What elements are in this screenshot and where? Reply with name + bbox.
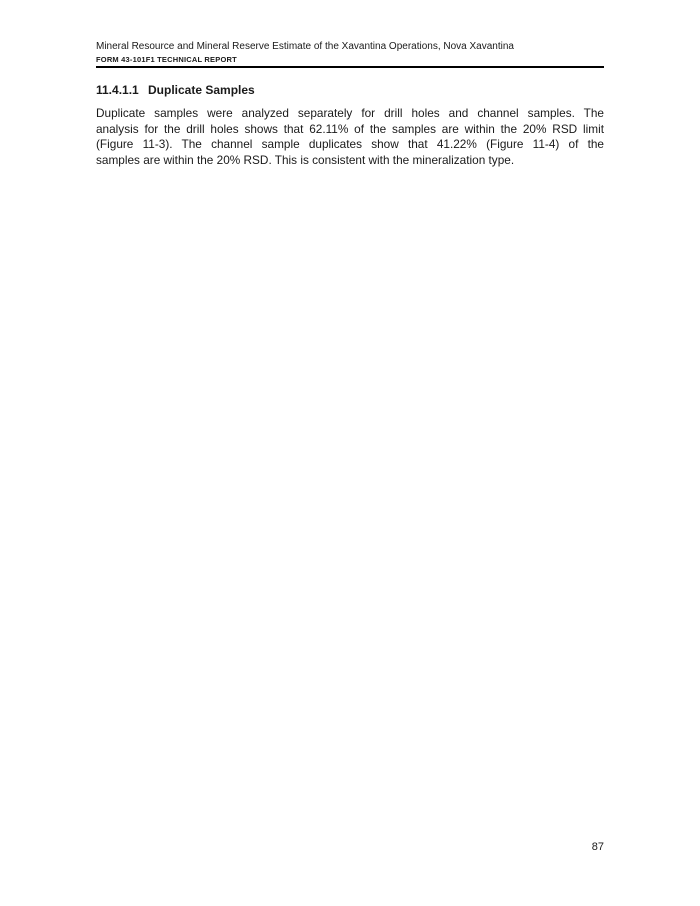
report-header-title: Mineral Resource and Mineral Reserve Estimate of the Xavantina Operations, Nova Xavantina xyxy=(96,41,514,52)
section-heading xyxy=(96,83,604,97)
header-divider xyxy=(96,66,604,68)
page-number: 87 xyxy=(591,841,604,853)
body-paragraph xyxy=(96,106,604,168)
report-header-form-line: FORM 43-101F1 TECHNICAL REPORT xyxy=(96,55,237,64)
section-number: 11.4.1.1 xyxy=(96,83,139,97)
paragraph-line: Duplicate samples were analyzed separately for drill holes and channel samples. The xyxy=(96,106,604,120)
paragraph-line: analysis for the drill holes shows that 62.11% of the samples are within the 20% RSD limit xyxy=(96,121,604,136)
paragraph-line: samples are within the 20% RSD. This is consistent with the mineralization type. xyxy=(96,152,515,167)
page-content xyxy=(96,0,604,168)
paragraph-line: (Figure 11-3). The channel sample duplicates show that 41.22% (Figure 11-4) of the xyxy=(96,137,604,151)
section-title: Duplicate Samples xyxy=(148,83,255,97)
